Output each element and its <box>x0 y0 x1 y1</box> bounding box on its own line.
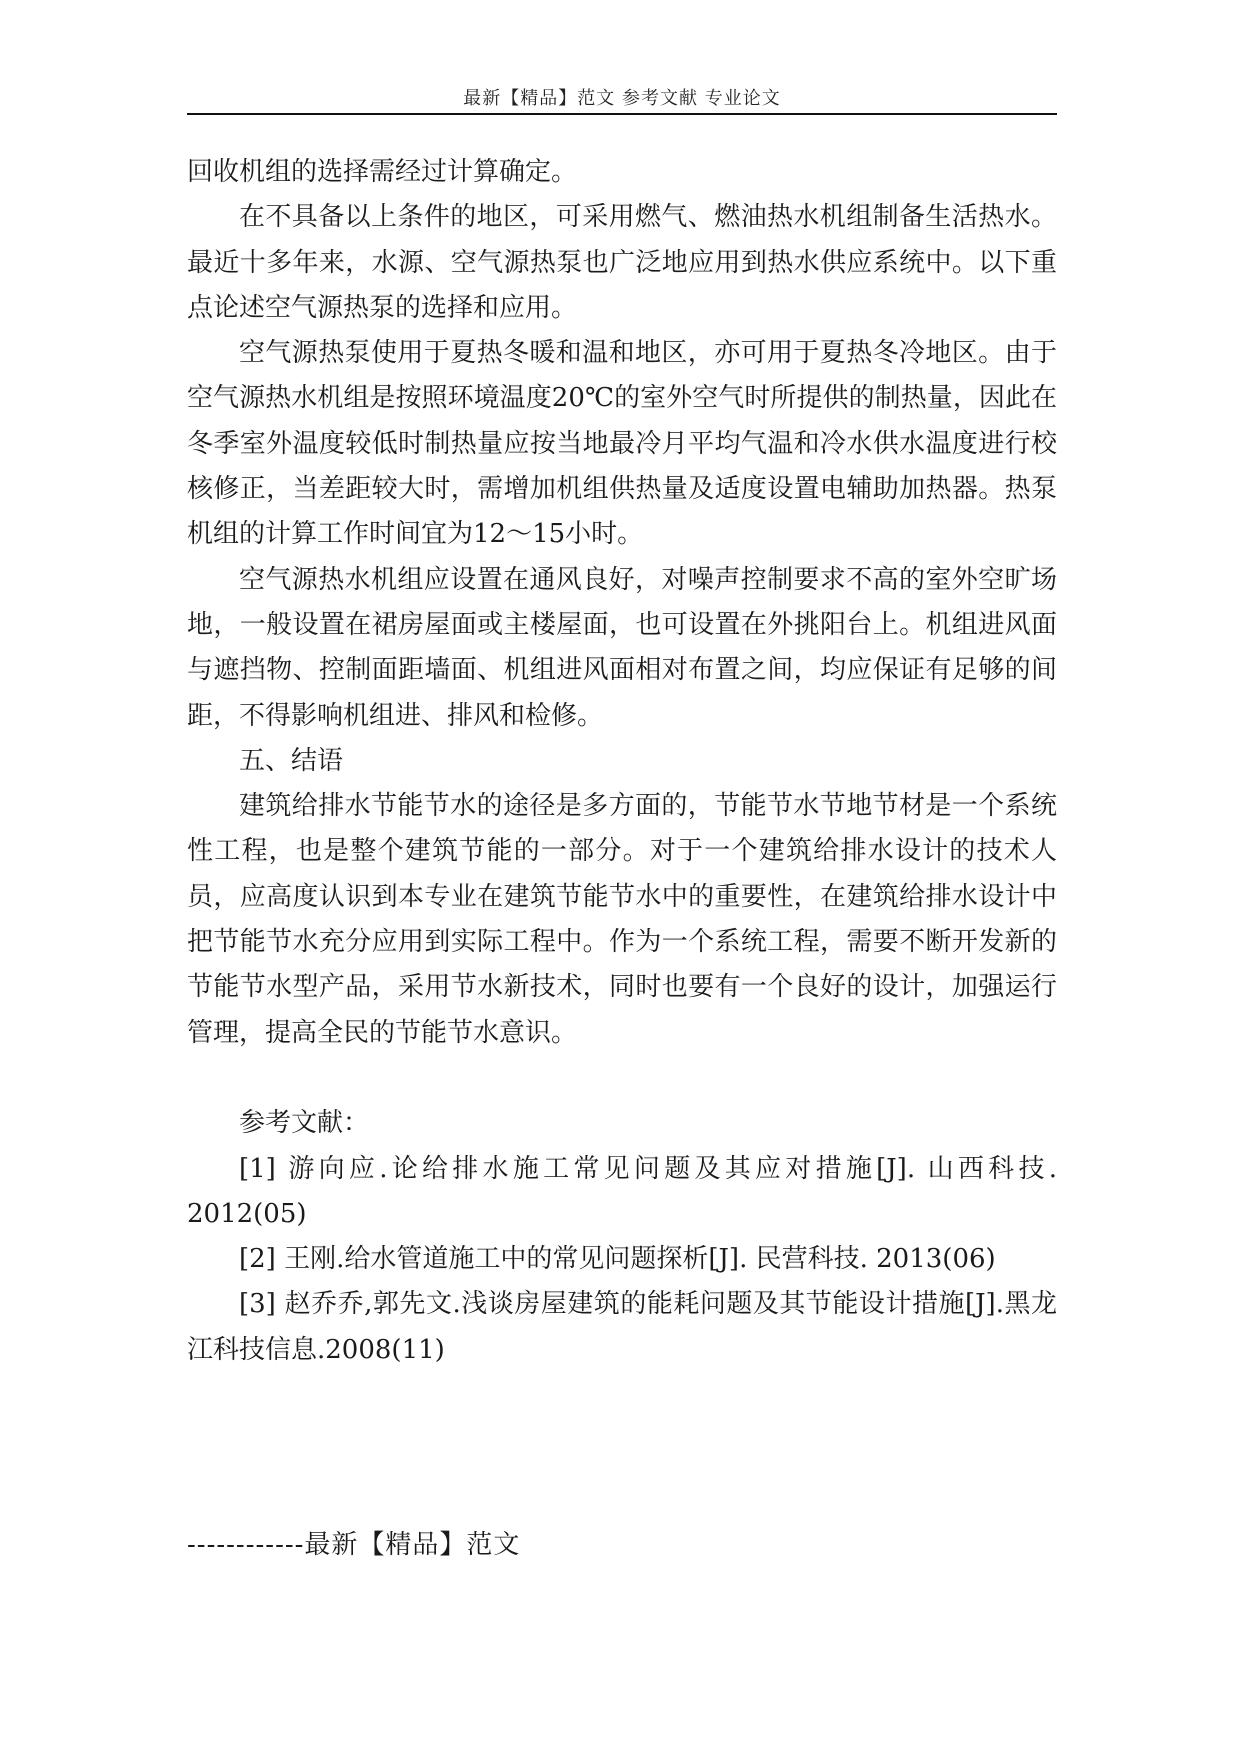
header-divider <box>187 113 1057 115</box>
paragraph-conclusion: 建筑给排水节能节水的途径是多方面的，节能节水节地节材是一个系统性工程，也是整个建筑节能的一部分。对于一个建筑给排水设计的技术人员，应高度认识到本专业在建筑节能节水中的重要性，在建筑给排水设计中把节能节水充分应用到实际工程中。作为一个系统工程，需要不断开发新的节能节水型产品，采用节水新技术，同时也要有一个良好的设计，加强运行管理，提高全民的节能节水意识。 <box>187 791 1057 1048</box>
paragraph-air-source-placement: 空气源热水机组应设置在通风良好，对噪声控制要求不高的室外空旷场地，一般设置在裙房屋面或主楼屋面，也可设置在外挑阳台上。机组进风面与遮挡物、控制面距墙面、机组进风面相对布置之间，均应保证有足够的间距，不得影响机组进、排风和检修。 <box>187 564 1057 731</box>
section-heading-conclusion: 五、结语 <box>239 745 344 776</box>
reference-item: [1] 游向应.论给排水施工常见问题及其应对措施[J]. 山西科技. 2012(05) <box>187 1153 1057 1229</box>
paragraph-alternative-heaters: 在不具备以上条件的地区，可采用燃气、燃油热水机组制备生活热水。最近十多年来，水源、空气源热泵也广泛地应用到热水供应系统中。以下重点论述空气源热泵的选择和应用。 <box>187 202 1057 323</box>
paragraph-air-source-usage: 空气源热泵使用于夏热冬暖和温和地区，亦可用于夏热冬冷地区。由于空气源热水机组是按照环境温度20℃的室外空气时所提供的制热量，因此在冬季室外温度较低时制热量应按当地最冷月平均气温和冷水供水温度进行校核修正，当差距较大时，需增加机组供热量及适度设置电辅助加热器。热泵机组的计算工作时间宜为12～15小时。 <box>187 338 1057 550</box>
references-heading: 参考文献： <box>239 1108 370 1139</box>
spacer <box>187 1056 1057 1101</box>
reference-item: [3] 赵乔乔,郭先文.浅谈房屋建筑的能耗问题及其节能设计措施[J].黑龙江科技信息.2008(11) <box>187 1289 1057 1365</box>
page-footer: ------------最新【精品】范文 <box>187 1530 521 1560</box>
reference-item: [2] 王刚.给水管道施工中的常见问题探析[J]. 民营科技. 2013(06) <box>239 1244 996 1275</box>
paragraph-heat-recovery: 回收机组的选择需经过计算确定。 <box>187 157 578 187</box>
document-body <box>187 150 1057 1373</box>
page-header: 最新【精品】范文 参考文献 专业论文 <box>463 88 781 109</box>
